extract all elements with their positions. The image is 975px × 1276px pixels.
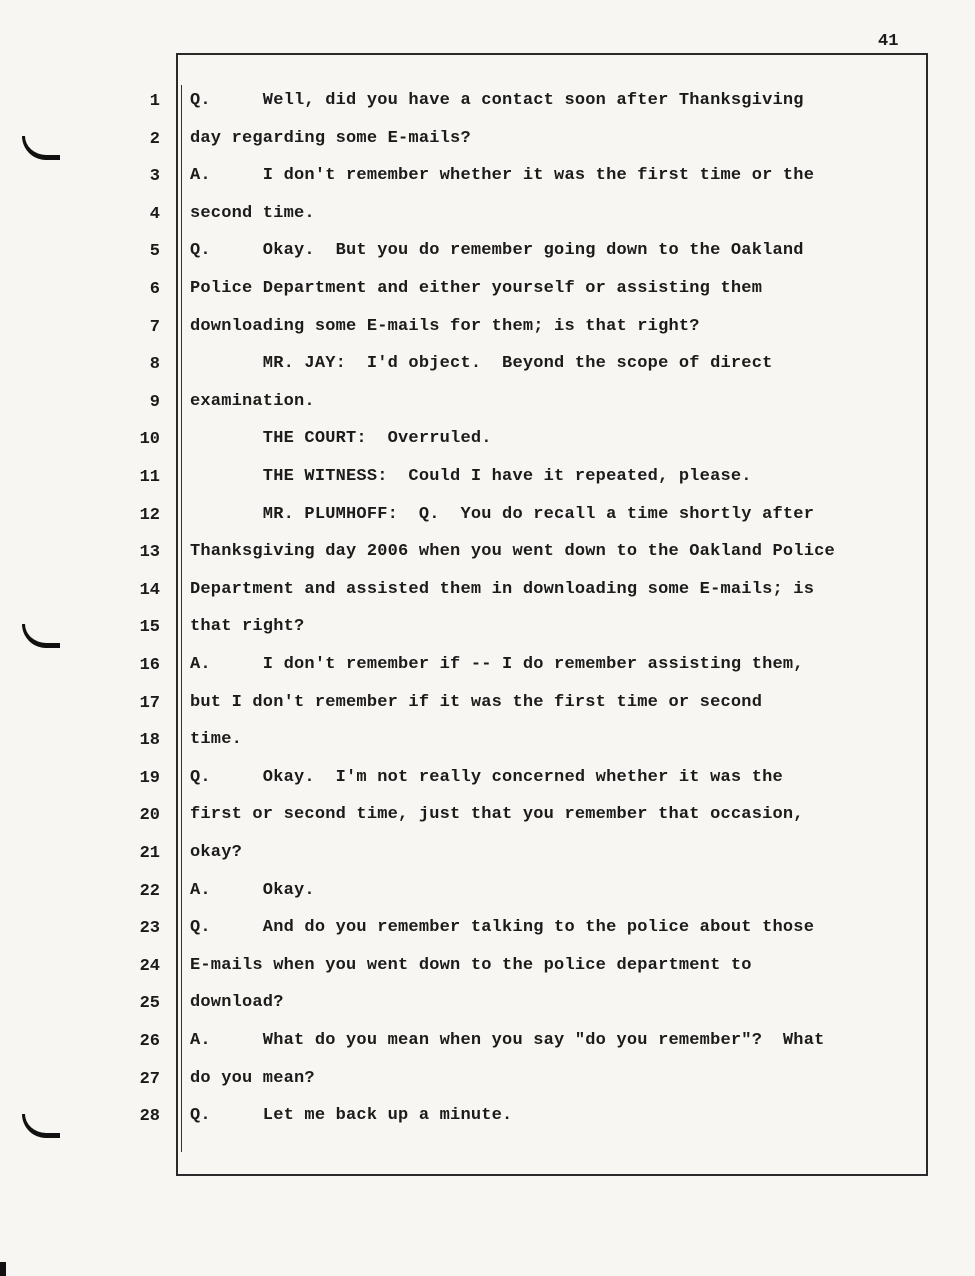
transcript-line: downloading some E-mails for them; is that right?	[190, 317, 700, 336]
transcript-line: Q. Let me back up a minute.	[190, 1106, 513, 1125]
line-number: 26	[139, 1032, 160, 1051]
transcript-line: day regarding some E-mails?	[190, 129, 471, 148]
scan-corner-mark	[0, 1262, 6, 1276]
line-number: 2	[149, 130, 160, 149]
line-number: 15	[139, 618, 160, 637]
binder-hole-bottom	[22, 1114, 60, 1138]
transcript-line: time.	[190, 730, 243, 749]
transcript-line: do you mean?	[190, 1069, 315, 1088]
line-number: 6	[149, 280, 160, 299]
transcript-line: MR. PLUMHOFF: Q. You do recall a time shortly after	[190, 505, 815, 524]
line-number: 4	[149, 205, 160, 224]
line-number: 12	[139, 506, 160, 525]
transcript-line: A. I don't remember whether it was the first time or the	[190, 166, 815, 185]
line-number: 13	[139, 543, 160, 562]
transcript-line: E-mails when you went down to the police department to	[190, 956, 752, 975]
transcript-line: but I don't remember if it was the first time or second	[190, 693, 763, 712]
transcript-line: Q. Okay. But you do remember going down to the Oakland	[190, 241, 804, 260]
line-number: 21	[139, 844, 160, 863]
line-number: 8	[149, 355, 160, 374]
line-number: 1	[149, 92, 160, 111]
line-number: 11	[139, 468, 160, 487]
line-number: 10	[139, 430, 160, 449]
line-number: 20	[139, 806, 160, 825]
line-number-rule	[181, 85, 182, 1152]
transcript-line: Police Department and either yourself or assisting them	[190, 279, 763, 298]
line-number: 9	[149, 393, 160, 412]
transcript-line: that right?	[190, 617, 305, 636]
transcript-line: A. Okay.	[190, 881, 315, 900]
line-number: 7	[149, 318, 160, 337]
transcript-line: download?	[190, 993, 284, 1012]
transcript-line: A. I don't remember if -- I do remember assisting them,	[190, 655, 804, 674]
line-number: 14	[139, 581, 160, 600]
transcript-line: Q. Well, did you have a contact soon after Thanksgiving	[190, 91, 804, 110]
line-number: 19	[139, 769, 160, 788]
transcript-line: Thanksgiving day 2006 when you went down to the Oakland Police	[190, 542, 835, 561]
binder-hole-middle	[22, 624, 60, 648]
line-number: 28	[139, 1107, 160, 1126]
line-number: 23	[139, 919, 160, 938]
binder-hole-top	[22, 136, 60, 160]
transcript-line: okay?	[190, 843, 243, 862]
transcript-line: Department and assisted them in downloading some E-mails; is	[190, 580, 815, 599]
line-number: 22	[139, 882, 160, 901]
line-number: 25	[139, 994, 160, 1013]
line-number: 5	[149, 242, 160, 261]
line-number: 3	[149, 167, 160, 186]
transcript-line: THE WITNESS: Could I have it repeated, please.	[190, 467, 752, 486]
line-number: 27	[139, 1070, 160, 1089]
line-number: 17	[139, 694, 160, 713]
transcript-line: second time.	[190, 204, 315, 223]
line-number: 24	[139, 957, 160, 976]
transcript-line: first or second time, just that you remember that occasion,	[190, 805, 804, 824]
page-number: 41	[878, 32, 899, 51]
transcript-line: examination.	[190, 392, 315, 411]
transcript-line: A. What do you mean when you say "do you remember"? What	[190, 1031, 825, 1050]
transcript-line: THE COURT: Overruled.	[190, 429, 492, 448]
transcript-line: Q. And do you remember talking to the police about those	[190, 918, 815, 937]
line-number: 18	[139, 731, 160, 750]
transcript-line: Q. Okay. I'm not really concerned whether it was the	[190, 768, 783, 787]
transcript-line: MR. JAY: I'd object. Beyond the scope of direct	[190, 354, 773, 373]
line-number: 16	[139, 656, 160, 675]
